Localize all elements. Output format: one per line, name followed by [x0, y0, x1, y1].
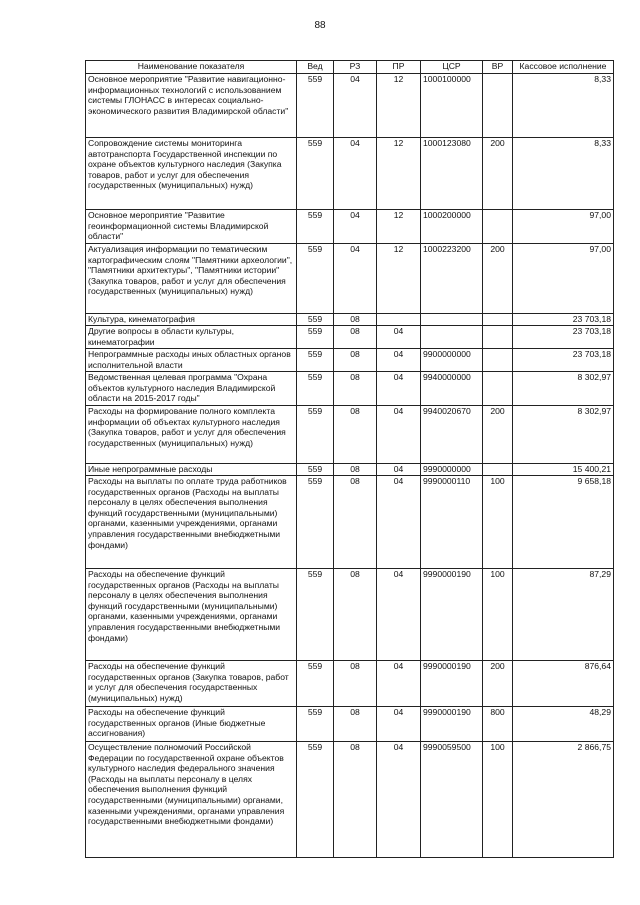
- row-rz: 04: [334, 210, 377, 244]
- row-ved: 559: [297, 74, 334, 138]
- row-csr: 1000200000: [421, 210, 483, 244]
- row-amount: 9 658,18: [513, 476, 614, 569]
- row-vr: [483, 314, 513, 326]
- row-vr: [483, 210, 513, 244]
- header-pr: ПР: [377, 61, 421, 74]
- header-amount: Кассовое исполнение: [513, 61, 614, 74]
- row-ved: 559: [297, 314, 334, 326]
- table-row: [86, 372, 614, 406]
- row-csr: 9990059500: [421, 742, 483, 858]
- row-name: Основное мероприятие "Развитие навигационно-информационных технологий с использованием системы ГЛОНАСС в интересах социально-экономического развития Владимирской области": [86, 74, 297, 138]
- row-ved: 559: [297, 661, 334, 707]
- header-csr: ЦСР: [421, 61, 483, 74]
- row-csr: 9900000000: [421, 349, 483, 372]
- row-csr: 1000123080: [421, 138, 483, 210]
- row-name: Расходы на обеспечение функций государственных органов (Иные бюджетные ассигнования): [86, 707, 297, 742]
- row-rz: 08: [334, 406, 377, 464]
- row-name: Расходы на обеспечение функций государственных органов (Закупка товаров, работ и услуг для обеспечения государственных (муниципальных) нужд): [86, 661, 297, 707]
- row-name: Расходы на формирование полного комплекта информации об объектах культурного наследия (Закупка товаров, работ и услуг для обеспечения государственных (муниципальных) нужд): [86, 406, 297, 464]
- row-vr: [483, 464, 513, 476]
- row-ved: 559: [297, 210, 334, 244]
- row-vr: 100: [483, 476, 513, 569]
- row-vr: [483, 349, 513, 372]
- row-csr: 9990000190: [421, 661, 483, 707]
- row-amount: 23 703,18: [513, 314, 614, 326]
- row-pr: 04: [377, 742, 421, 858]
- row-name: Основное мероприятие "Развитие геоинформационной системы Владимирской области": [86, 210, 297, 244]
- row-amount: 2 866,75: [513, 742, 614, 858]
- row-pr: 04: [377, 349, 421, 372]
- row-pr: 12: [377, 210, 421, 244]
- row-pr: 04: [377, 661, 421, 707]
- row-amount: 8 302,97: [513, 406, 614, 464]
- row-name: Непрограммные расходы иных областных органов исполнительной власти: [86, 349, 297, 372]
- row-name: Иные непрограммные расходы: [86, 464, 297, 476]
- row-vr: [483, 74, 513, 138]
- row-vr: [483, 326, 513, 349]
- table-row: [86, 742, 614, 858]
- row-pr: 04: [377, 464, 421, 476]
- row-ved: 559: [297, 349, 334, 372]
- row-amount: 23 703,18: [513, 349, 614, 372]
- row-csr: 9990000110: [421, 476, 483, 569]
- row-rz: 08: [334, 326, 377, 349]
- row-rz: 08: [334, 464, 377, 476]
- header-rz: РЗ: [334, 61, 377, 74]
- row-name: Культура, кинематография: [86, 314, 297, 326]
- table-row: [86, 210, 614, 244]
- row-rz: 08: [334, 476, 377, 569]
- table-row: [86, 349, 614, 372]
- row-pr: 12: [377, 138, 421, 210]
- row-name: Ведомственная целевая программа "Охрана объектов культурного наследия Владимирской области на 2015-2017 годы": [86, 372, 297, 406]
- row-amount: 97,00: [513, 210, 614, 244]
- table-row: [86, 569, 614, 661]
- row-rz: 08: [334, 742, 377, 858]
- row-ved: 559: [297, 244, 334, 314]
- row-ved: 559: [297, 464, 334, 476]
- row-csr: 9940020670: [421, 406, 483, 464]
- row-rz: 08: [334, 707, 377, 742]
- row-vr: 200: [483, 406, 513, 464]
- row-vr: 200: [483, 244, 513, 314]
- table-row: [86, 476, 614, 569]
- header-name: Наименование показателя: [86, 61, 297, 74]
- row-ved: 559: [297, 476, 334, 569]
- row-name: Осуществление полномочий Российской Федерации по государственной охране объектов культурного наследия федерального значения (Расходы на выплаты персоналу в целях обеспечения выполнения функций государственными (муниципальными) органами, казенными учреждениями, органами управления государственными внебюджетными фондами): [86, 742, 297, 858]
- row-pr: 12: [377, 74, 421, 138]
- row-name: Сопровождение системы мониторинга автотранспорта Государственной инспекции по охране объектов культурного наследия (Закупка товаров, работ и услуг для обеспечения государственных (муниципальных) нужд): [86, 138, 297, 210]
- row-pr: 12: [377, 244, 421, 314]
- row-name: Актуализация информации по тематическим картографическим слоям "Памятники археологии", "Памятники архитектуры", "Памятники истории" (Закупка товаров, работ и услуг для обеспечения государственных (муниципальных) нужд): [86, 244, 297, 314]
- row-csr: 9940000000: [421, 372, 483, 406]
- row-vr: 100: [483, 742, 513, 858]
- row-pr: [377, 314, 421, 326]
- row-vr: 200: [483, 661, 513, 707]
- row-ved: 559: [297, 742, 334, 858]
- row-amount: 876,64: [513, 661, 614, 707]
- row-csr: 9990000190: [421, 707, 483, 742]
- row-amount: 8,33: [513, 138, 614, 210]
- row-rz: 08: [334, 372, 377, 406]
- row-rz: 08: [334, 661, 377, 707]
- row-vr: 100: [483, 569, 513, 661]
- row-amount: 15 400,21: [513, 464, 614, 476]
- row-amount: 97,00: [513, 244, 614, 314]
- row-ved: 559: [297, 138, 334, 210]
- row-name: Расходы на выплаты по оплате труда работников государственных органов (Расходы на выплаты персоналу в целях обеспечения выполнения функций государственными (муниципальными) органами, казенными учреждениями, органами управления государственными внебюджетными фондами): [86, 476, 297, 569]
- budget-execution-table: [85, 60, 614, 858]
- table-row: [86, 464, 614, 476]
- header-vr: ВР: [483, 61, 513, 74]
- row-amount: 48,29: [513, 707, 614, 742]
- row-rz: 08: [334, 349, 377, 372]
- table-row: [86, 326, 614, 349]
- row-csr: 1000223200: [421, 244, 483, 314]
- row-name: Другие вопросы в области культуры, кинематографии: [86, 326, 297, 349]
- row-amount: 23 703,18: [513, 326, 614, 349]
- row-pr: 04: [377, 476, 421, 569]
- row-name: Расходы на обеспечение функций государственных органов (Расходы на выплаты персоналу в целях обеспечения выполнения функций государственными (муниципальными) органами, казенными учреждениями, органами управления государственными внебюджетными фондами): [86, 569, 297, 661]
- table-row: [86, 314, 614, 326]
- row-vr: 800: [483, 707, 513, 742]
- row-pr: 04: [377, 326, 421, 349]
- table-row: [86, 661, 614, 707]
- row-csr: 9990000190: [421, 569, 483, 661]
- row-pr: 04: [377, 569, 421, 661]
- row-rz: 04: [334, 138, 377, 210]
- row-ved: 559: [297, 406, 334, 464]
- table-row: [86, 138, 614, 210]
- row-ved: 559: [297, 707, 334, 742]
- row-amount: 8 302,97: [513, 372, 614, 406]
- row-vr: 200: [483, 138, 513, 210]
- row-ved: 559: [297, 326, 334, 349]
- row-rz: 04: [334, 74, 377, 138]
- table-header-row: [86, 61, 614, 74]
- row-rz: 08: [334, 314, 377, 326]
- row-amount: 8,33: [513, 74, 614, 138]
- row-csr: 1000100000: [421, 74, 483, 138]
- row-rz: 04: [334, 244, 377, 314]
- table-row: [86, 74, 614, 138]
- row-csr: [421, 314, 483, 326]
- row-ved: 559: [297, 569, 334, 661]
- row-rz: 08: [334, 569, 377, 661]
- row-pr: 04: [377, 406, 421, 464]
- table-row: [86, 707, 614, 742]
- row-pr: 04: [377, 372, 421, 406]
- table-row: [86, 406, 614, 464]
- row-pr: 04: [377, 707, 421, 742]
- row-csr: 9990000000: [421, 464, 483, 476]
- table-row: [86, 244, 614, 314]
- row-amount: 87,29: [513, 569, 614, 661]
- header-ved: Вед: [297, 61, 334, 74]
- row-ved: 559: [297, 372, 334, 406]
- page-number: 88: [314, 20, 326, 31]
- row-csr: [421, 326, 483, 349]
- row-vr: [483, 372, 513, 406]
